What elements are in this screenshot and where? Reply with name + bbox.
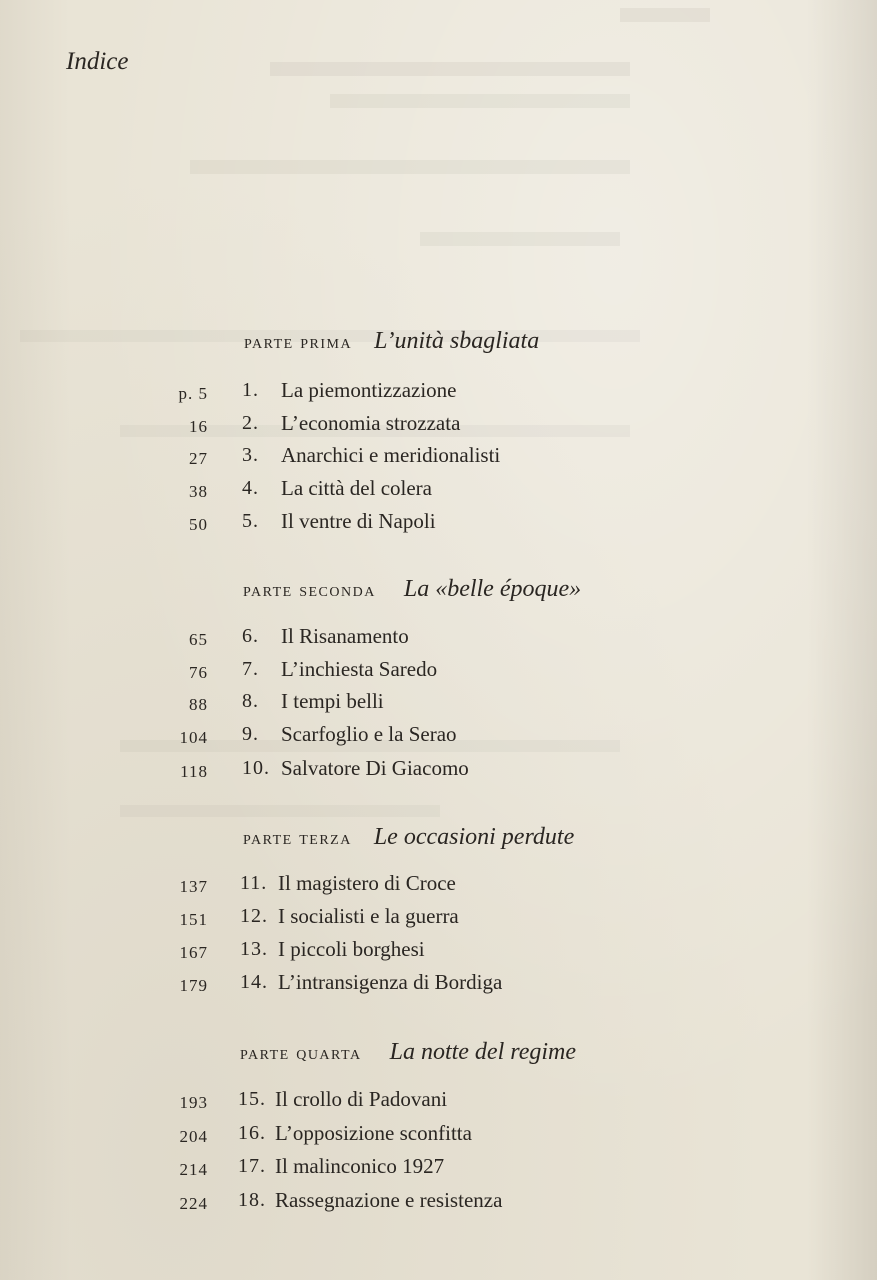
page-number: 137 <box>179 877 208 896</box>
page-number: 151 <box>179 910 208 929</box>
chapter-number: 4. <box>242 477 259 499</box>
toc-entry[interactable] <box>0 871 877 904</box>
toc-entry[interactable] <box>0 756 877 789</box>
toc-entry[interactable] <box>0 443 877 476</box>
toc-entry[interactable] <box>0 624 877 657</box>
page-number: 193 <box>179 1093 208 1112</box>
chapter-title: L’opposizione sconfitta <box>275 1121 472 1145</box>
chapter-title: Il malinconico 1927 <box>275 1154 445 1178</box>
chapter-number: 5. <box>242 510 259 532</box>
page-title: Indice <box>66 48 129 75</box>
chapter-number: 13. <box>240 938 268 960</box>
chapter-number: 10. <box>242 757 270 779</box>
page-number: 65 <box>189 630 208 649</box>
chapter-number: 12. <box>240 905 268 927</box>
chapter-title: La città del colera <box>281 476 432 500</box>
toc-entry[interactable] <box>0 1121 877 1154</box>
toc-entry[interactable] <box>0 476 877 509</box>
toc-entry[interactable] <box>0 509 877 542</box>
toc-entry[interactable] <box>0 1188 877 1221</box>
chapter-number: 2. <box>242 412 259 434</box>
part-label: parte prima <box>244 331 353 353</box>
chapter-number: 11. <box>240 872 268 894</box>
toc-entry[interactable] <box>0 378 877 411</box>
chapter-title: I tempi belli <box>281 689 384 713</box>
page-number: 27 <box>189 449 208 468</box>
chapter-title: Anarchici e meridionalisti <box>281 443 501 467</box>
toc-entry[interactable] <box>0 722 877 755</box>
page-number: 167 <box>179 943 208 962</box>
chapter-title: L’intransigenza di Bordiga <box>278 970 503 994</box>
chapter-title: I socialisti e la guerra <box>278 904 459 928</box>
chapter-title: I piccoli borghesi <box>278 937 425 961</box>
chapter-number: 14. <box>240 971 268 993</box>
page-number: p. 5 <box>178 384 208 403</box>
toc-entry[interactable] <box>0 970 877 1003</box>
chapter-title: La piemontizzazione <box>281 378 457 402</box>
chapter-number: 17. <box>238 1155 266 1177</box>
chapter-number: 9. <box>242 723 259 745</box>
toc-entry[interactable] <box>0 1087 877 1120</box>
show-through-mark <box>120 805 440 817</box>
part-label: parte quarta <box>240 1042 362 1064</box>
chapter-number: 7. <box>242 658 259 680</box>
page-number: 76 <box>189 663 208 682</box>
page-number: 224 <box>179 1194 208 1213</box>
page-number: 179 <box>179 976 208 995</box>
show-through-mark <box>190 160 630 174</box>
page-number: 214 <box>179 1160 208 1179</box>
part-label: parte seconda <box>243 579 376 601</box>
part-label: parte terza <box>243 827 352 849</box>
toc-entry[interactable] <box>0 657 877 690</box>
part-heading-4 <box>240 1039 576 1066</box>
toc-entry[interactable] <box>0 904 877 937</box>
page-number: 118 <box>180 762 208 781</box>
chapter-title: Salvatore Di Giacomo <box>281 756 469 780</box>
page-number: 38 <box>189 482 208 501</box>
toc-entry[interactable] <box>0 1154 877 1187</box>
chapter-title: Il crollo di Padovani <box>275 1087 448 1111</box>
show-through-mark <box>330 94 630 108</box>
part-title: L’unità sbagliata <box>374 328 540 354</box>
toc-entry[interactable] <box>0 937 877 970</box>
chapter-number: 1. <box>242 379 259 401</box>
chapter-title: L’economia strozzata <box>281 411 461 435</box>
page-number: 104 <box>179 728 208 747</box>
chapter-number: 18. <box>238 1189 266 1211</box>
part-title: Le occasioni perdute <box>373 824 575 850</box>
chapter-title: Scarfoglio e la Serao <box>281 722 457 746</box>
part-title: La notte del regime <box>389 1039 577 1065</box>
chapter-number: 6. <box>242 625 259 647</box>
page-number: 16 <box>189 417 208 436</box>
show-through-mark <box>420 232 620 246</box>
chapter-number: 3. <box>242 444 259 466</box>
chapter-title: Rassegnazione e resistenza <box>275 1188 503 1212</box>
show-through-mark <box>270 62 630 76</box>
chapter-title: L’inchiesta Saredo <box>281 657 438 681</box>
show-through-mark <box>620 8 710 22</box>
chapter-title: Il magistero di Croce <box>278 871 456 895</box>
toc-entry[interactable] <box>0 689 877 722</box>
chapter-number: 8. <box>242 690 259 712</box>
chapter-number: 16. <box>238 1122 266 1144</box>
page-number: 88 <box>189 695 208 714</box>
toc-entry[interactable] <box>0 411 877 444</box>
part-heading-2 <box>243 576 581 603</box>
chapter-title: Il Risanamento <box>281 624 409 648</box>
part-heading-1 <box>244 328 539 355</box>
part-heading-3 <box>243 824 574 851</box>
page-number: 50 <box>189 515 208 534</box>
chapter-title: Il ventre di Napoli <box>281 509 436 533</box>
part-title: La «belle époque» <box>403 576 582 602</box>
page-number: 204 <box>179 1127 208 1146</box>
chapter-number: 15. <box>238 1088 266 1110</box>
